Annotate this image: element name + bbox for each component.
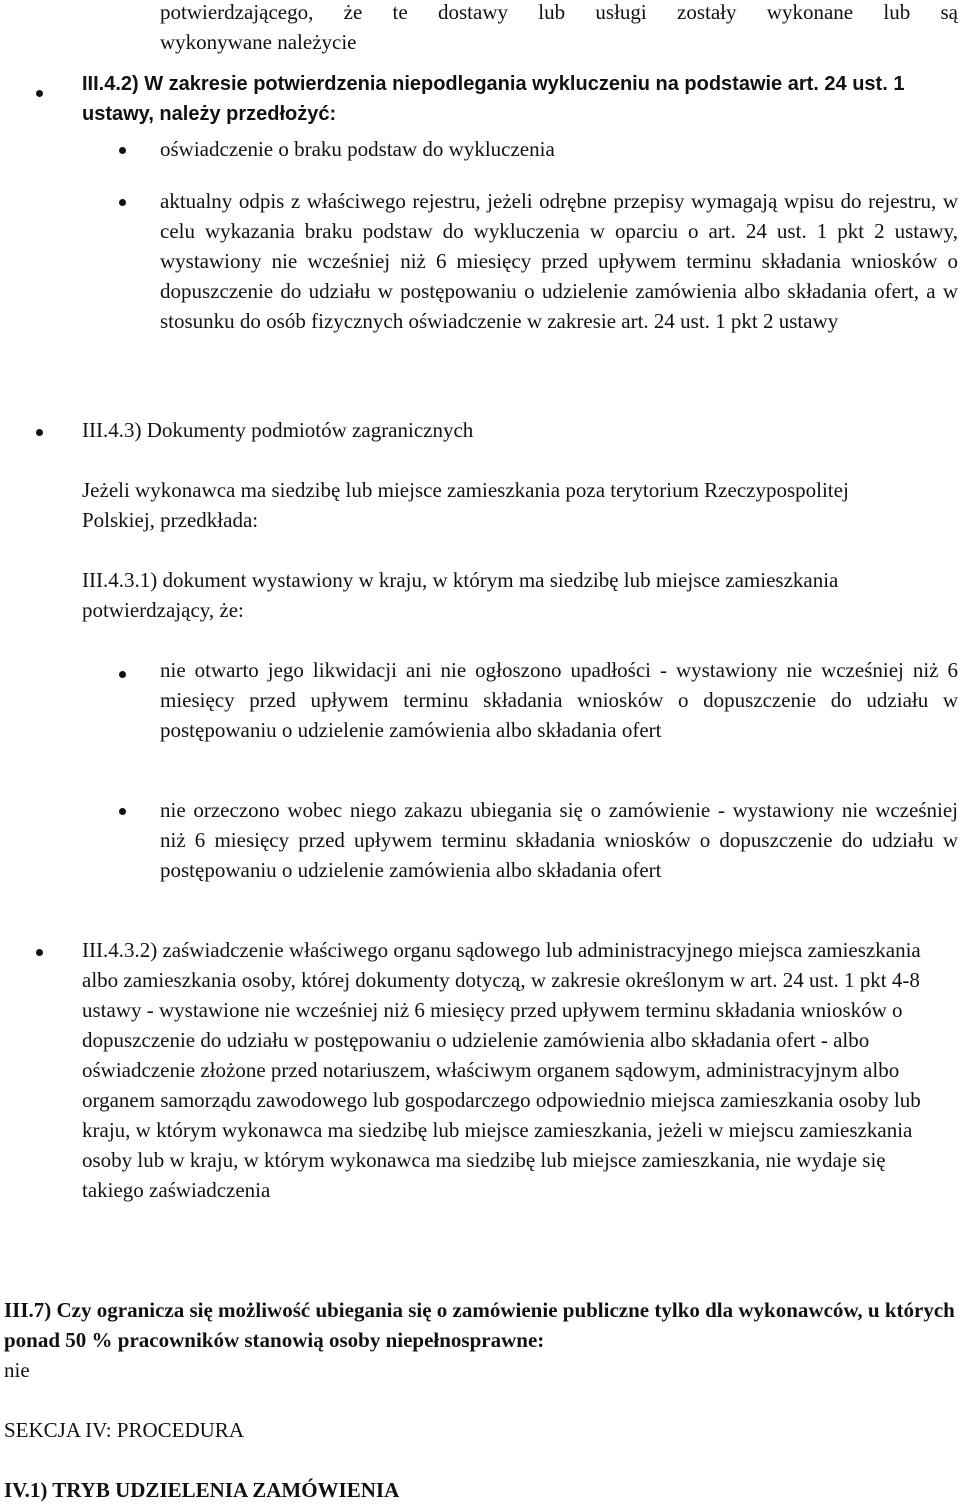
continued-paragraph-line2: wykonywane należycie (160, 30, 357, 54)
section-3-4-2-item: oświadczenie o braku podstaw do wykluczenia (160, 137, 555, 161)
section-4-subtitle: IV.1) TRYB UDZIELENIA ZAMÓWIENIA (4, 1478, 400, 1502)
bullet-icon (36, 949, 43, 956)
section-3-4-3-intro: Jeżeli wykonawca ma siedzibę lub miejsce zamieszkania poza terytorium Rzeczypospolitej Polskiej, przedkłada: (82, 478, 849, 532)
section-4-title: SEKCJA IV: PROCEDURA (4, 1418, 244, 1442)
section-3-4-3-heading: III.4.3) Dokumenty podmiotów zagranicznych (82, 418, 474, 442)
section-3-7-question-text: III.7) Czy ogranicza się możliwość ubiegania się o zamówienie publiczne tylko dla wykonawców, u których ponad 50 % pracowników stanowią osoby niepełnosprawne: (4, 1298, 955, 1352)
section-3-4-3-1-item: nie otwarto jego likwidacji ani nie ogłoszono upadłości - wystawiony nie wcześniej niż 6 miesięcy przed upływem terminu składania wniosków o dopuszczenie do udziału w postępowaniu o udzielenie zamówienia albo składania ofert (160, 658, 958, 742)
section-3-7-question (4, 1295, 956, 1385)
section-3-4-2-item: aktualny odpis z właściwego rejestru, jeżeli odrębne przepisy wymagają wpisu do rejestru, w celu wykazania braku podstaw do wykluczenia w oparciu o art. 24 ust. 1 pkt 2 ustawy, wystawiony nie wcześniej niż 6 miesięcy przed upływem terminu składania wniosków o dopuszczenie do udziału w postępowaniu o udzielenie zamówienia albo składania ofert, a w stosunku do osób fizycznych oświadczenie w zakresie art. 24 ust. 1 pkt 2 ustawy (160, 189, 958, 333)
bullet-icon (119, 147, 126, 154)
continued-paragraph-line1: potwierdzającego, że te dostawy lub usługi zostały wykonane lub są (160, 0, 958, 24)
bullet-icon (119, 671, 126, 678)
section-3-7-answer: nie (4, 1358, 30, 1382)
section-3-4-3-1-item: nie orzeczono wobec niego zakazu ubiegania się o zamówienie - wystawiony nie wcześniej niż 6 miesięcy przed upływem terminu składania wniosków o dopuszczenie do udziału w postępowaniu o udzielenie zamówienia albo składania ofert (160, 798, 958, 882)
bullet-icon (36, 429, 43, 436)
section-3-4-3-2: III.4.3.2) zaświadczenie właściwego organu sądowego lub administracyjnego miejsca zamieszkania albo zamieszkania osoby, której dokumenty dotyczą, w zakresie określonym w art. 24 ust. 1 pkt 4-8 ustawy - wystawione nie wcześniej niż 6 miesięcy przed upływem terminu składania wniosków o dopuszczenie do udziału w postępowaniu o udzielenie zamówienia albo składania ofert - albo oświadczenie złożone przed notariuszem, właściwym organem sądowym, administracyjnym albo organem samorządu zawodowego lub gospodarczego odpowiednio miejsca zamieszkania osoby lub kraju, w którym wykonawca ma siedzibę lub miejsce zamieszkania, jeżeli w miejscu zamieszkania osoby lub w kraju, w którym wykonawca ma siedzibę lub miejsce zamieszkania, nie wydaje się takiego zaświadczenia (82, 938, 921, 1202)
section-3-4-3-1: III.4.3.1) dokument wystawiony w kraju, w którym ma siedzibę lub miejsce zamieszkania potwierdzający, że: (82, 568, 839, 622)
bullet-icon (36, 90, 43, 97)
bullet-icon (119, 808, 126, 815)
bullet-icon (119, 199, 126, 206)
section-3-4-2-heading: III.4.2) W zakresie potwierdzenia niepodlegania wykluczeniu na podstawie art. 24 ust. 1 ustawy, należy przedłożyć: (82, 73, 905, 125)
continued-paragraph (160, 0, 958, 57)
